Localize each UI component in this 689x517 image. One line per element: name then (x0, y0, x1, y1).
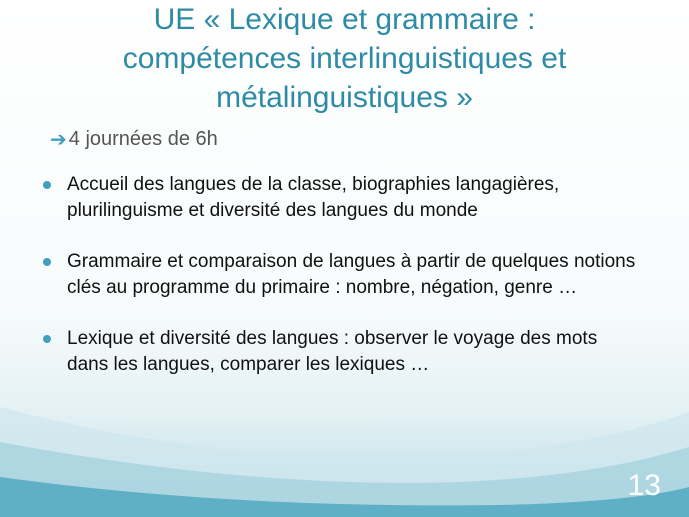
slide-title-line-3: métalinguistiques » (216, 81, 473, 114)
page-number: 13 (627, 469, 661, 502)
bullet-text: Accueil des langues de la classe, biographies langagières, plurilinguisme et diversité des langues du monde (67, 174, 560, 221)
subtitle-text: 4 journées de 6h (68, 127, 218, 150)
right-arrow-icon: ➔ (50, 128, 67, 151)
list-item (40, 249, 640, 301)
list-item (40, 172, 640, 224)
slide-title-line-2: compétences interlinguistiques et (122, 42, 567, 75)
bullet-dot-icon (43, 335, 51, 343)
bullet-text: Grammaire et comparaison de langues à partir de quelques notions clés au programme du primaire : nombre, négation, genre … (67, 251, 636, 298)
bullet-dot-icon (43, 181, 51, 189)
subtitle-row (50, 125, 218, 153)
bullet-list (40, 172, 640, 403)
bullet-text: Lexique et diversité des langues : observer le voyage des mots dans les langues, comparer les lexiques … (67, 328, 598, 375)
slide-title-line-1: UE « Lexique et grammaire : (153, 3, 536, 36)
list-item (40, 326, 640, 378)
bullet-dot-icon (43, 258, 51, 266)
slide-title (40, 0, 649, 117)
